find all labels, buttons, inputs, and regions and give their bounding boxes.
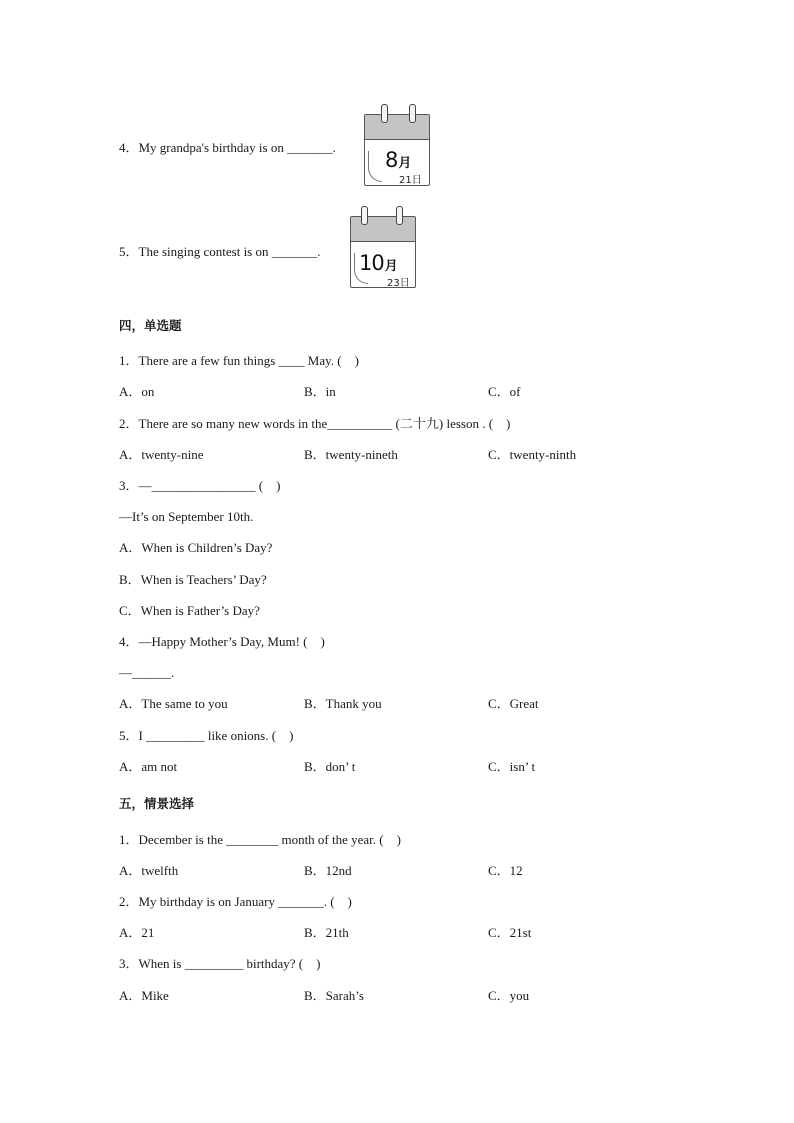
s4-q2-stem: 2．There are so many new words in the__________ (二十九) lesson . ( ): [119, 416, 511, 431]
s5-q3-option-a[interactable]: A．Mike: [119, 988, 169, 1003]
s4-q3-option-b[interactable]: B．When is Teachers’ Day?: [119, 572, 267, 587]
calendar-icon-oct-23: [350, 210, 416, 290]
calendar-day: 23日: [387, 278, 410, 288]
calendar-icon-aug-21: [364, 108, 430, 188]
s4-q1-option-a[interactable]: A．on: [119, 384, 155, 399]
s4-q2-option-c[interactable]: C．twenty-ninth: [488, 447, 577, 462]
s4-q4-reply-line: —______.: [119, 665, 175, 680]
calendar-month-number: 8: [385, 148, 398, 172]
question-4-text: 4．My grandpa's birthday is on _______.: [119, 140, 336, 155]
s4-q3-option-c[interactable]: C．When is Father’s Day?: [119, 603, 260, 618]
s5-q1-option-b[interactable]: B．12nd: [304, 863, 352, 878]
s4-q4-option-c[interactable]: C．Great: [488, 696, 539, 711]
s4-q4-option-b[interactable]: B．Thank you: [304, 696, 382, 711]
s5-q1-option-a[interactable]: A．twelfth: [119, 863, 179, 878]
s5-q2-stem: 2．My birthday is on January _______. ( ): [119, 894, 352, 909]
question-5-text: 5．The singing contest is on _______.: [119, 244, 321, 259]
s4-q1-stem: 1．There are a few fun things ____ May. ( ): [119, 353, 359, 368]
s4-q5-option-a[interactable]: A．am not: [119, 759, 178, 774]
s5-q2-option-a[interactable]: A．21: [119, 925, 155, 940]
calendar-month-unit: 月: [384, 259, 398, 274]
s4-q5-stem: 5．I _________ like onions. ( ): [119, 728, 294, 743]
section-5-heading: 五，情景选择: [119, 796, 195, 811]
s5-q3-stem: 3．When is _________ birthday? ( ): [119, 956, 321, 971]
s5-q3-option-c[interactable]: C．you: [488, 988, 530, 1003]
s4-q4-option-a[interactable]: A．The same to you: [119, 696, 228, 711]
s4-q1-option-b[interactable]: B．in: [304, 384, 336, 399]
calendar-month-number: 10: [359, 251, 384, 275]
s4-q5-option-c[interactable]: C．isn’ t: [488, 759, 536, 774]
s5-q2-option-c[interactable]: C．21st: [488, 925, 532, 940]
s4-q3-option-a[interactable]: A．When is Children’s Day?: [119, 540, 273, 555]
s5-q1-stem: 1．December is the ________ month of the year. ( ): [119, 832, 401, 847]
s4-q5-option-b[interactable]: B．don’ t: [304, 759, 356, 774]
s4-q4-stem: 4．—Happy Mother’s Day, Mum! ( ): [119, 634, 325, 649]
s5-q3-option-b[interactable]: B．Sarah’s: [304, 988, 364, 1003]
s5-q1-option-c[interactable]: C．12: [488, 863, 523, 878]
s4-q3-stem: 3．—________________ ( ): [119, 478, 281, 493]
s4-q2-option-a[interactable]: A．twenty-nine: [119, 447, 204, 462]
s4-q2-option-b[interactable]: B．twenty-nineth: [304, 447, 398, 462]
s4-q3-answer-line: —It’s on September 10th.: [119, 509, 254, 524]
section-4-heading: 四，单选题: [119, 318, 182, 333]
calendar-month-unit: 月: [398, 156, 412, 171]
s5-q2-option-b[interactable]: B．21th: [304, 925, 349, 940]
calendar-day: 21日: [399, 175, 422, 186]
s4-q1-option-c[interactable]: C．of: [488, 384, 521, 399]
